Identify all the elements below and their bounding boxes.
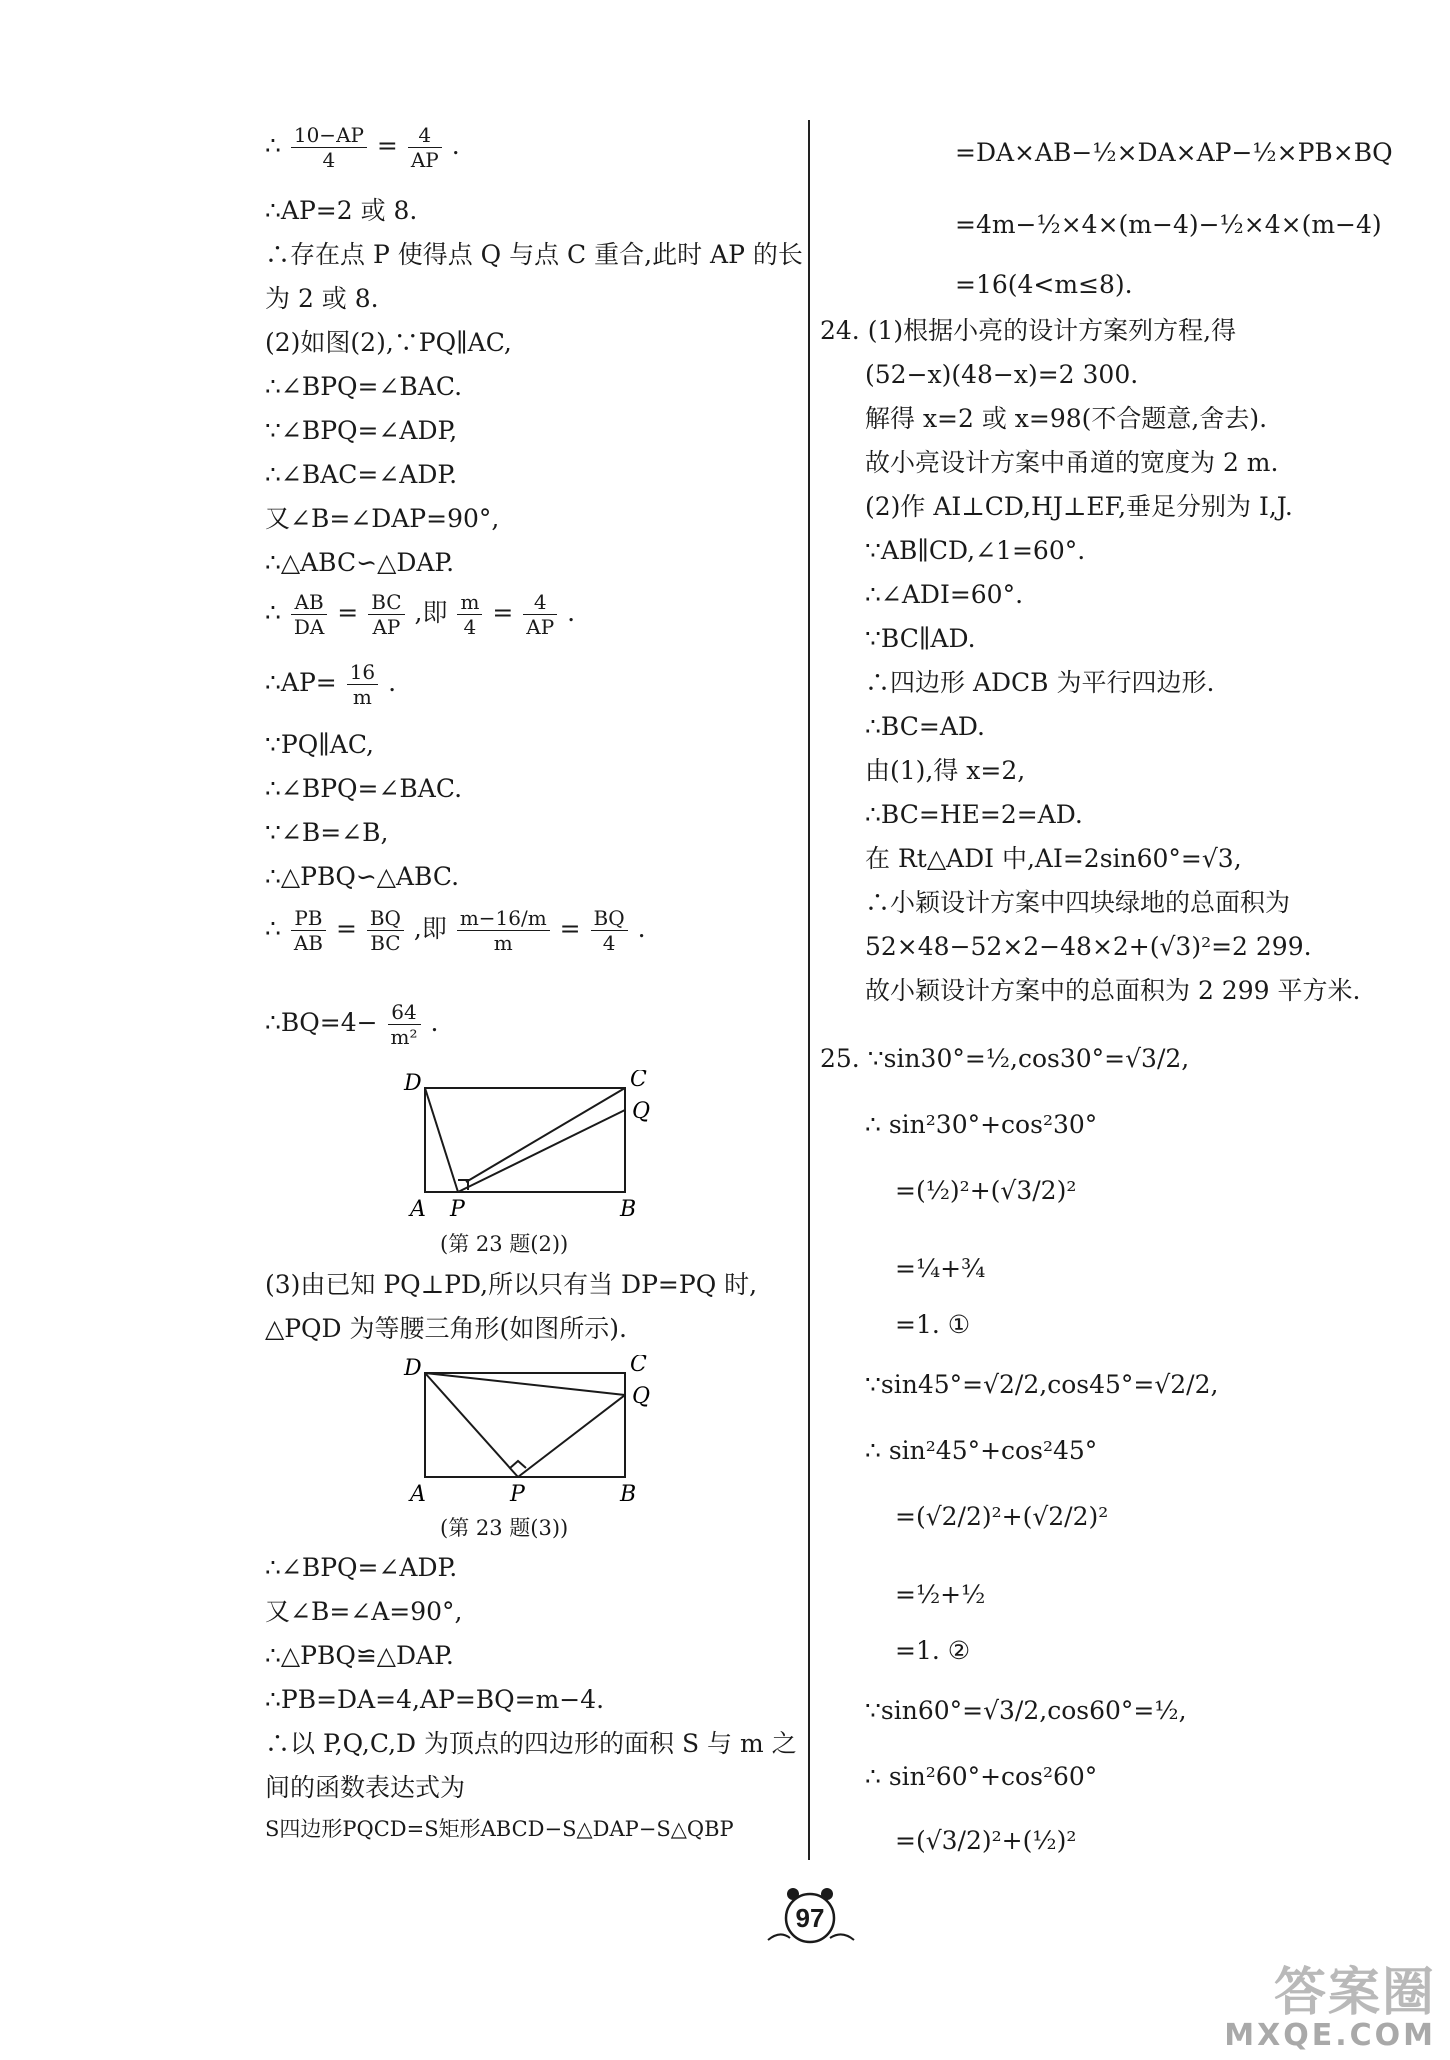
- text-line: ∴存在点 P 使得点 Q 与点 C 重合,此时 AP 的长: [265, 240, 803, 269]
- text-line: ∴∠ADI=60°.: [865, 580, 1024, 609]
- text-line: (2)作 AI⊥CD,HJ⊥EF,垂足分别为 I,J.: [865, 492, 1293, 521]
- text-line: 故小亮设计方案中甬道的宽度为 2 m.: [865, 448, 1279, 477]
- text-line: 故小颖设计方案中的总面积为 2 299 平方米.: [865, 976, 1361, 1005]
- line-frac-1: ∴ $\frac{10-AP}{4}$ = $\frac{4}{AP}$ .: [265, 123, 460, 172]
- text-line: =4m−½×4×(m−4)−½×4×(m−4): [955, 210, 1382, 239]
- label-q: Q: [632, 1099, 651, 1124]
- text-line: (52−x)(48−x)=2 300.: [865, 360, 1139, 389]
- text-line: 25. ∵sin30°=½,cos30°=√3/2,: [820, 1044, 1190, 1073]
- text-line: ∵AB∥CD,∠1=60°.: [865, 536, 1086, 565]
- text-line: =16(4<m≤8).: [955, 270, 1133, 299]
- text-line: ∴∠BAC=∠ADP.: [265, 460, 458, 489]
- text-line: ∵sin60°=√3/2,cos60°=½,: [865, 1696, 1187, 1725]
- text-line: =1. ②: [895, 1636, 971, 1665]
- text-line: ∴△PBQ≌△DAP.: [265, 1641, 454, 1670]
- text-line: =DA×AB−½×DA×AP−½×PB×BQ: [955, 138, 1393, 167]
- text-line: (3)由已知 PQ⊥PD,所以只有当 DP=PQ 时,: [265, 1270, 758, 1299]
- figure-caption: (第 23 题(2)): [440, 1232, 569, 1256]
- svg-text:A: A: [410, 1482, 426, 1505]
- fraction: $\frac{4}{AP}$: [408, 125, 442, 170]
- text-line: =¼+¾: [895, 1254, 986, 1283]
- svg-text:C: C: [630, 1355, 647, 1377]
- text-line: ∴PB=DA=4,AP=BQ=m−4.: [265, 1685, 605, 1714]
- fraction: $\frac{10-AP}{4}$: [291, 125, 367, 170]
- text-line: ∴四边形 ADCB 为平行四边形.: [865, 668, 1215, 697]
- label-p: P: [450, 1197, 465, 1220]
- figure-23-2: [400, 1070, 660, 1220]
- text-line: 由(1),得 x=2,: [865, 756, 1026, 785]
- text-line: ∵sin45°=√2/2,cos45°=√2/2,: [865, 1370, 1219, 1399]
- text-line: ∴AP=2 或 8.: [265, 196, 418, 225]
- text-line: =1. ①: [895, 1310, 971, 1339]
- watermark: 答案圈 MXQE.COM: [1224, 1963, 1436, 2053]
- text-line: (2)如图(2),∵PQ∥AC,: [265, 328, 512, 357]
- svg-text:B: B: [620, 1482, 637, 1505]
- text-line: ∴△ABC∽△DAP.: [265, 548, 455, 577]
- column-divider: [808, 120, 810, 1860]
- line-frac-ratio: ∴ $\frac{AB}{DA}$ = $\frac{BC}{AP}$ ,即 $\frac{m}{4}$ = $\frac{4}{AP}$ .: [265, 590, 576, 639]
- text-line: ∴BC=HE=2=AD.: [865, 800, 1083, 829]
- text-line: ∴∠BPQ=∠ADP.: [265, 1553, 458, 1582]
- text-line: 在 Rt△ADI 中,AI=2sin60°=√3,: [865, 844, 1242, 873]
- text-line: 52×48−52×2−48×2+(√3)²=2 299.: [865, 932, 1312, 961]
- text-line: =(√3/2)²+(½)²: [895, 1826, 1077, 1855]
- svg-text:Q: Q: [632, 1384, 651, 1409]
- text-line: 24. (1)根据小亮的设计方案列方程,得: [820, 316, 1237, 345]
- text-line: 又∠B=∠DAP=90°,: [265, 504, 500, 533]
- text-line: =½+½: [895, 1580, 986, 1609]
- svg-text:D: D: [404, 1356, 422, 1381]
- text-line: ∵∠BPQ=∠ADP,: [265, 416, 458, 445]
- text-line: ∵∠B=∠B,: [265, 818, 389, 847]
- text-line: ∴∠BPQ=∠BAC.: [265, 372, 463, 401]
- page-number: 97: [795, 1903, 825, 1933]
- text-line: 解得 x=2 或 x=98(不合题意,舍去).: [865, 404, 1268, 433]
- text-line: ∴∠BPQ=∠BAC.: [265, 774, 463, 803]
- figure-23-3: [400, 1355, 660, 1505]
- page-number-badge: [760, 1880, 860, 1950]
- alarm-clock-icon: [760, 1880, 860, 1950]
- text-line: ∴△PBQ∽△ABC.: [265, 862, 460, 891]
- figure-caption: (第 23 题(3)): [440, 1516, 569, 1540]
- text-line: 间的函数表达式为: [265, 1773, 466, 1802]
- text-line: 为 2 或 8.: [265, 284, 379, 313]
- text-line: ∴ sin²30°+cos²30°: [865, 1110, 1098, 1139]
- text-line: ∴以 P,Q,C,D 为顶点的四边形的面积 S 与 m 之: [265, 1729, 797, 1758]
- text-line: ∵PQ∥AC,: [265, 730, 375, 759]
- text-line: =(√2/2)²+(√2/2)²: [895, 1502, 1109, 1531]
- text-line: S四边形PQCD=S矩形ABCD−S△DAP−S△QBP: [265, 1817, 734, 1841]
- label-b: B: [620, 1197, 637, 1220]
- svg-text:P: P: [510, 1482, 525, 1505]
- text-line: 又∠B=∠A=90°,: [265, 1597, 463, 1626]
- line-frac-ap: ∴AP= $\frac{16}{m}$ .: [265, 660, 397, 709]
- text-line: ∵BC∥AD.: [865, 624, 976, 653]
- label-c: C: [630, 1070, 647, 1092]
- label-d: D: [404, 1071, 422, 1096]
- text-line: ∴小颖设计方案中四块绿地的总面积为: [865, 888, 1291, 917]
- text-line: ∴ sin²45°+cos²45°: [865, 1436, 1098, 1465]
- text-line: △PQD 为等腰三角形(如图所示).: [265, 1314, 627, 1343]
- text-line: ∴ sin²60°+cos²60°: [865, 1762, 1098, 1791]
- label-a: A: [410, 1197, 426, 1220]
- text-line: ∴BC=AD.: [865, 712, 985, 741]
- line-frac-bq: ∴BQ=4− $\frac{64}{\text{m²}}$ .: [265, 1000, 439, 1049]
- line-frac-similar: ∴ $\frac{PB}{AB}$ = $\frac{BQ}{BC}$ ,即 $\frac{m-16/m}{m}$ = $\frac{BQ}{4}$ .: [265, 906, 646, 955]
- text-line: =(½)²+(√3/2)²: [895, 1176, 1077, 1205]
